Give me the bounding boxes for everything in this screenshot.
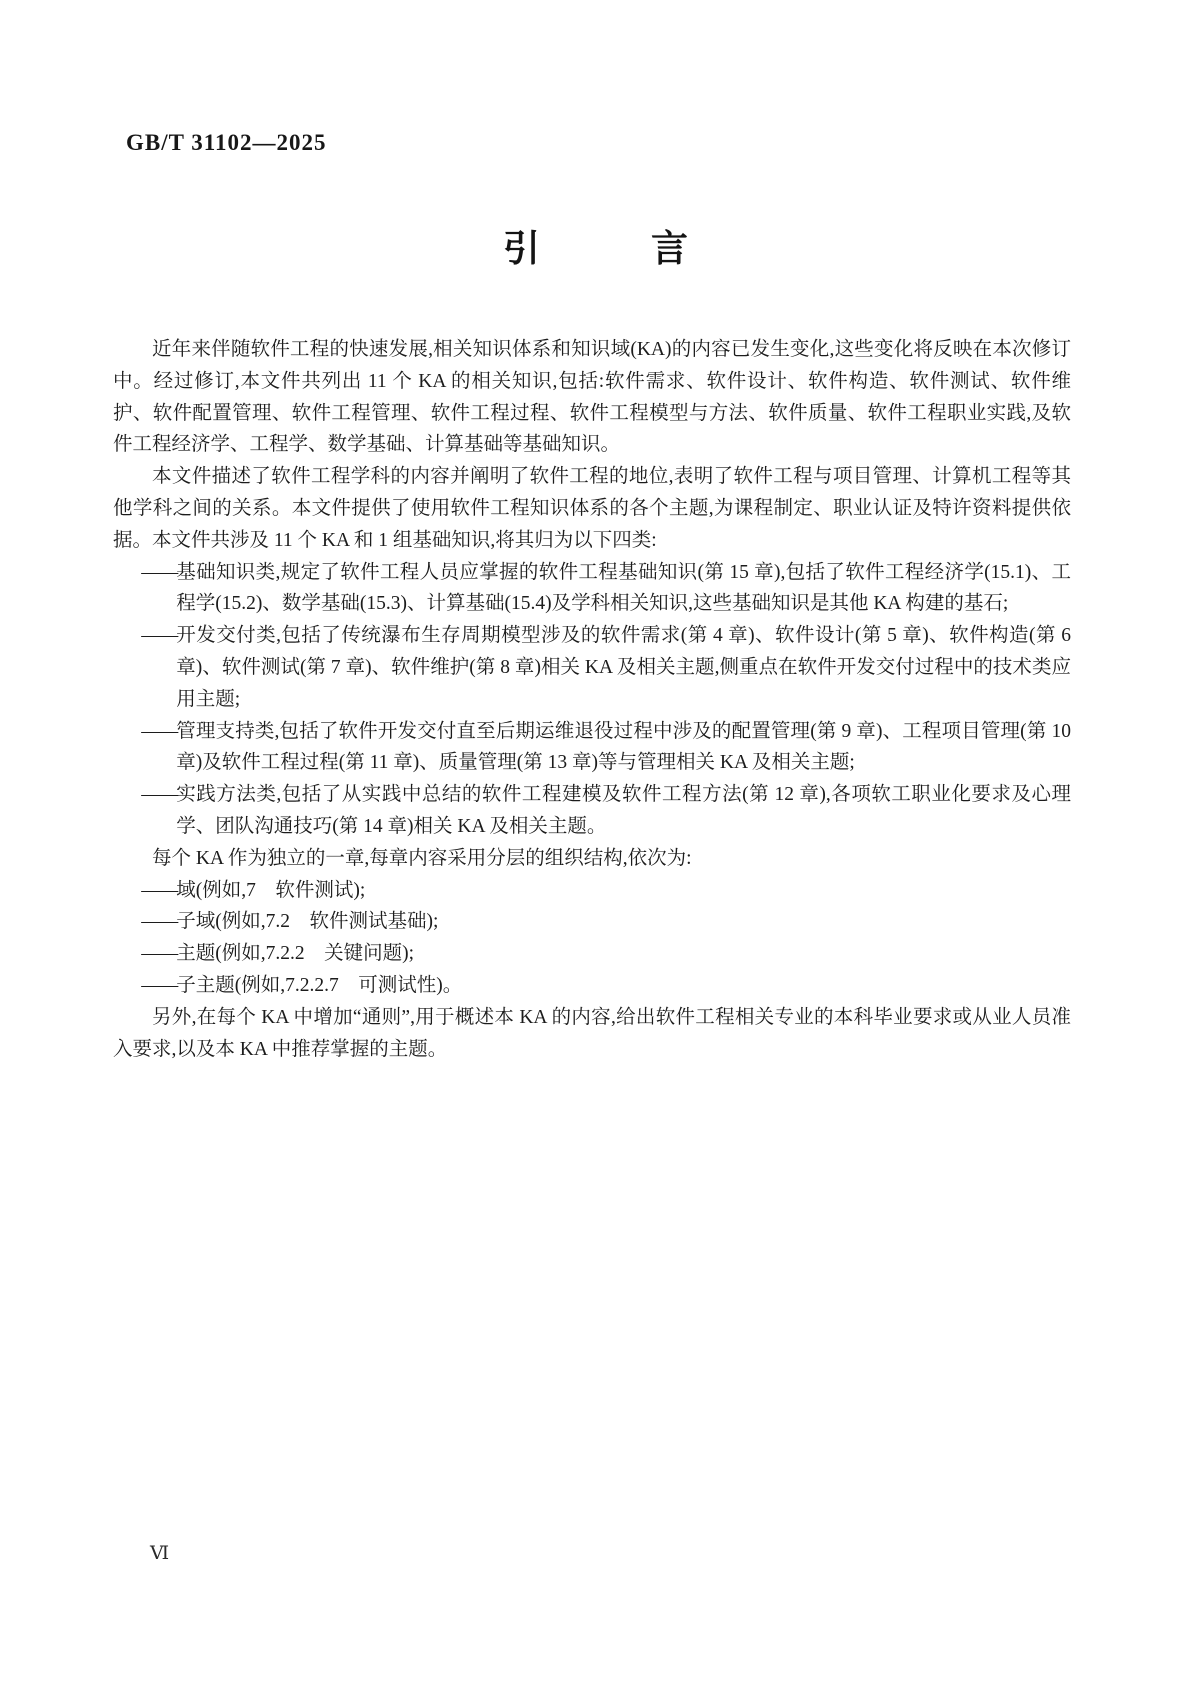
list-dash: —— (141, 720, 177, 742)
introduction-body (113, 334, 1071, 1065)
intro-paragraph-2: 本文件描述了软件工程学科的内容并阐明了软件工程的地位,表明了软件工程与项目管理、计算机工程等其他学科之间的关系。本文件提供了使用软件工程知识体系的各个主题,为课程制定、职业认证及特许资料提供依据。本文件共涉及 11 个 KA 和 1 组基础知识,将其归为以下四类: (113, 466, 1071, 551)
list-item (113, 906, 1071, 938)
list-item-text: 主题(例如,7.2.2 关键问题); (176, 943, 415, 965)
list-item (113, 620, 1071, 715)
list-dash: —— (141, 784, 177, 806)
list-item (113, 716, 1071, 780)
structure-list (113, 875, 1071, 1002)
intro-paragraph-1: 近年来伴随软件工程的快速发展,相关知识体系和知识域(KA)的内容已发生变化,这些变化将反映在本次修订中。经过修订,本文件共列出 11 个 KA 的相关知识,包括:软件需求、软件设计、软件构造、软件测试、软件维护、软件配置管理、软件工程管理、软件工程过程、软件工程模型与方法、软件质量、软件工程职业实践,及软件工程经济学、工程学、数学基础、计算基础等基础知识。 (113, 339, 1071, 456)
category-list (113, 557, 1071, 843)
list-dash: —— (141, 974, 177, 996)
list-item (113, 938, 1071, 970)
standard-number: GB/T 31102—2025 (126, 130, 327, 155)
list-dash: —— (141, 879, 177, 901)
list-dash: —— (141, 911, 177, 933)
list-item-text: 开发交付类,包括了传统瀑布生存周期模型涉及的软件需求(第 4 章)、软件设计(第 5 章)、软件构造(第 6 章)、软件测试(第 7 章)、软件维护(第 8 章)相关 KA 及相关主题,侧重点在软件开发交付过程中的技术类应用主题; (176, 625, 1072, 710)
page-title: 引 言 (503, 229, 688, 270)
list-dash: —— (141, 625, 177, 647)
list-item-text: 管理支持类,包括了软件开发交付直至后期运维退役过程中涉及的配置管理(第 9 章)、工程项目管理(第 10 章)及软件工程过程(第 11 章)、质量管理(第 13 章)等与管理相关 KA 及相关主题; (176, 720, 1071, 774)
list-item (113, 875, 1071, 907)
list-item (113, 970, 1071, 1002)
list-item-text: 域(例如,7 软件测试); (176, 879, 366, 901)
intro-paragraph-4: 另外,在每个 KA 中增加“通则”,用于概述本 KA 的内容,给出软件工程相关专业的本科毕业要求或从业人员准入要求,以及本 KA 中推荐掌握的主题。 (113, 1006, 1071, 1060)
list-item (113, 557, 1071, 621)
list-item (113, 779, 1071, 843)
intro-paragraph-3: 每个 KA 作为独立的一章,每章内容采用分层的组织结构,依次为: (152, 847, 692, 869)
list-dash: —— (141, 943, 177, 965)
list-dash: —— (141, 561, 177, 583)
list-item-text: 子主题(例如,7.2.2.7 可测试性)。 (176, 974, 463, 996)
list-item-text: 实践方法类,包括了从实践中总结的软件工程建模及软件工程方法(第 12 章),各项软工职业化要求及心理学、团队沟通技巧(第 14 章)相关 KA 及相关主题。 (176, 784, 1071, 837)
list-item-text: 基础知识类,规定了软件工程人员应掌握的软件工程基础知识(第 15 章),包括了软件工程经济学(15.1)、工程学(15.2)、数学基础(15.3)、计算基础(15.4)及学科相关知识,这些基础知识是其他 KA 构建的基石; (176, 561, 1071, 615)
page-number: Ⅵ (150, 1543, 170, 1564)
list-item-text: 子域(例如,7.2 软件测试基础); (176, 911, 439, 933)
